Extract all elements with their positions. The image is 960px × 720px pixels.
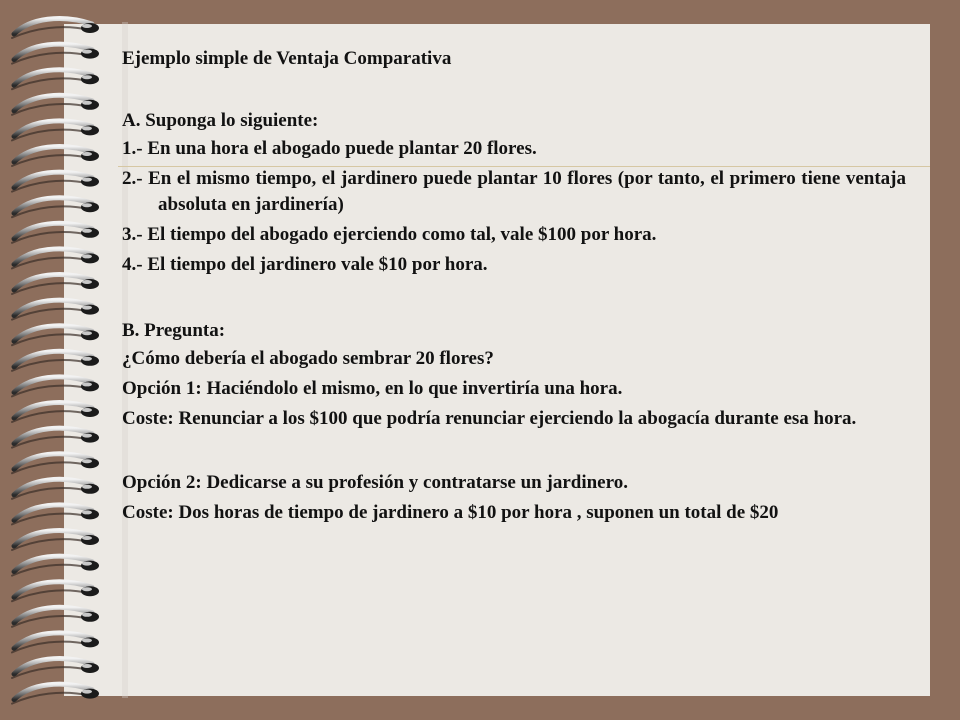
spiral-binding-icon [0, 0, 130, 720]
list-item: 4.- El tiempo del jardinero vale $10 por hora. [122, 254, 488, 275]
spiral-coil-icon [12, 326, 99, 345]
spiral-coil-icon [12, 607, 99, 626]
spiral-coil-icon [12, 44, 99, 63]
spiral-coil-icon [12, 95, 99, 114]
spiral-coil-icon [12, 147, 99, 166]
spiral-coil-icon [12, 633, 99, 652]
cost-2-text: Coste: Dos horas de tiempo de jardinero a $10 por hora , suponen un total de $20 [122, 502, 779, 523]
spiral-coil-icon [12, 505, 99, 524]
spiral-coil-icon [12, 454, 99, 473]
spiral-coil-icon [12, 223, 99, 242]
spiral-coil-icon [12, 275, 99, 294]
spiral-coil-icon [12, 19, 99, 38]
slide-content [122, 44, 906, 530]
cost-1-text: Coste: Renunciar a los $100 que podría renunciar ejerciendo la abogacía durante esa hora. [122, 408, 857, 429]
spiral-coil-icon [12, 121, 99, 140]
spiral-coil-icon [12, 172, 99, 191]
list-item: 3.- El tiempo del abogado ejerciendo como tal, vale $100 por hora. [122, 224, 657, 245]
list-item: 2.- En el mismo tiempo, el jardinero puede plantar 10 flores (por tanto, el primero tiene ventaja absoluta en jardinería) [122, 168, 906, 215]
spiral-coil-icon [12, 249, 99, 268]
spiral-coil-icon [12, 403, 99, 422]
spiral-coil-icon [12, 582, 99, 601]
option-2-text: Opción 2: Dedicarse a su profesión y contratarse un jardinero. [122, 472, 628, 493]
spiral-coil-icon [12, 377, 99, 396]
spiral-coil-icon [12, 531, 99, 550]
spiral-coil-icon [12, 300, 99, 319]
section-a-heading: A. Suponga lo siguiente: [122, 110, 319, 131]
spiral-coil-icon [12, 479, 99, 498]
spiral-coil-icon [12, 428, 99, 447]
spiral-coil-icon [12, 556, 99, 575]
question-text: ¿Cómo debería el abogado sembrar 20 flores? [122, 348, 494, 369]
spiral-coil-icon [12, 198, 99, 217]
list-item: 1.- En una hora el abogado puede plantar 20 flores. [122, 138, 537, 159]
page-title: Ejemplo simple de Ventaja Comparativa [122, 48, 452, 69]
spiral-coil-icon [12, 684, 99, 703]
option-1-text: Opción 1: Haciéndolo el mismo, en lo que invertiría una hora. [122, 378, 623, 399]
section-b-heading: B. Pregunta: [122, 320, 226, 341]
spiral-coil-icon [12, 351, 99, 370]
spiral-coil-icon [12, 70, 99, 89]
spiral-coil-icon [12, 659, 99, 678]
